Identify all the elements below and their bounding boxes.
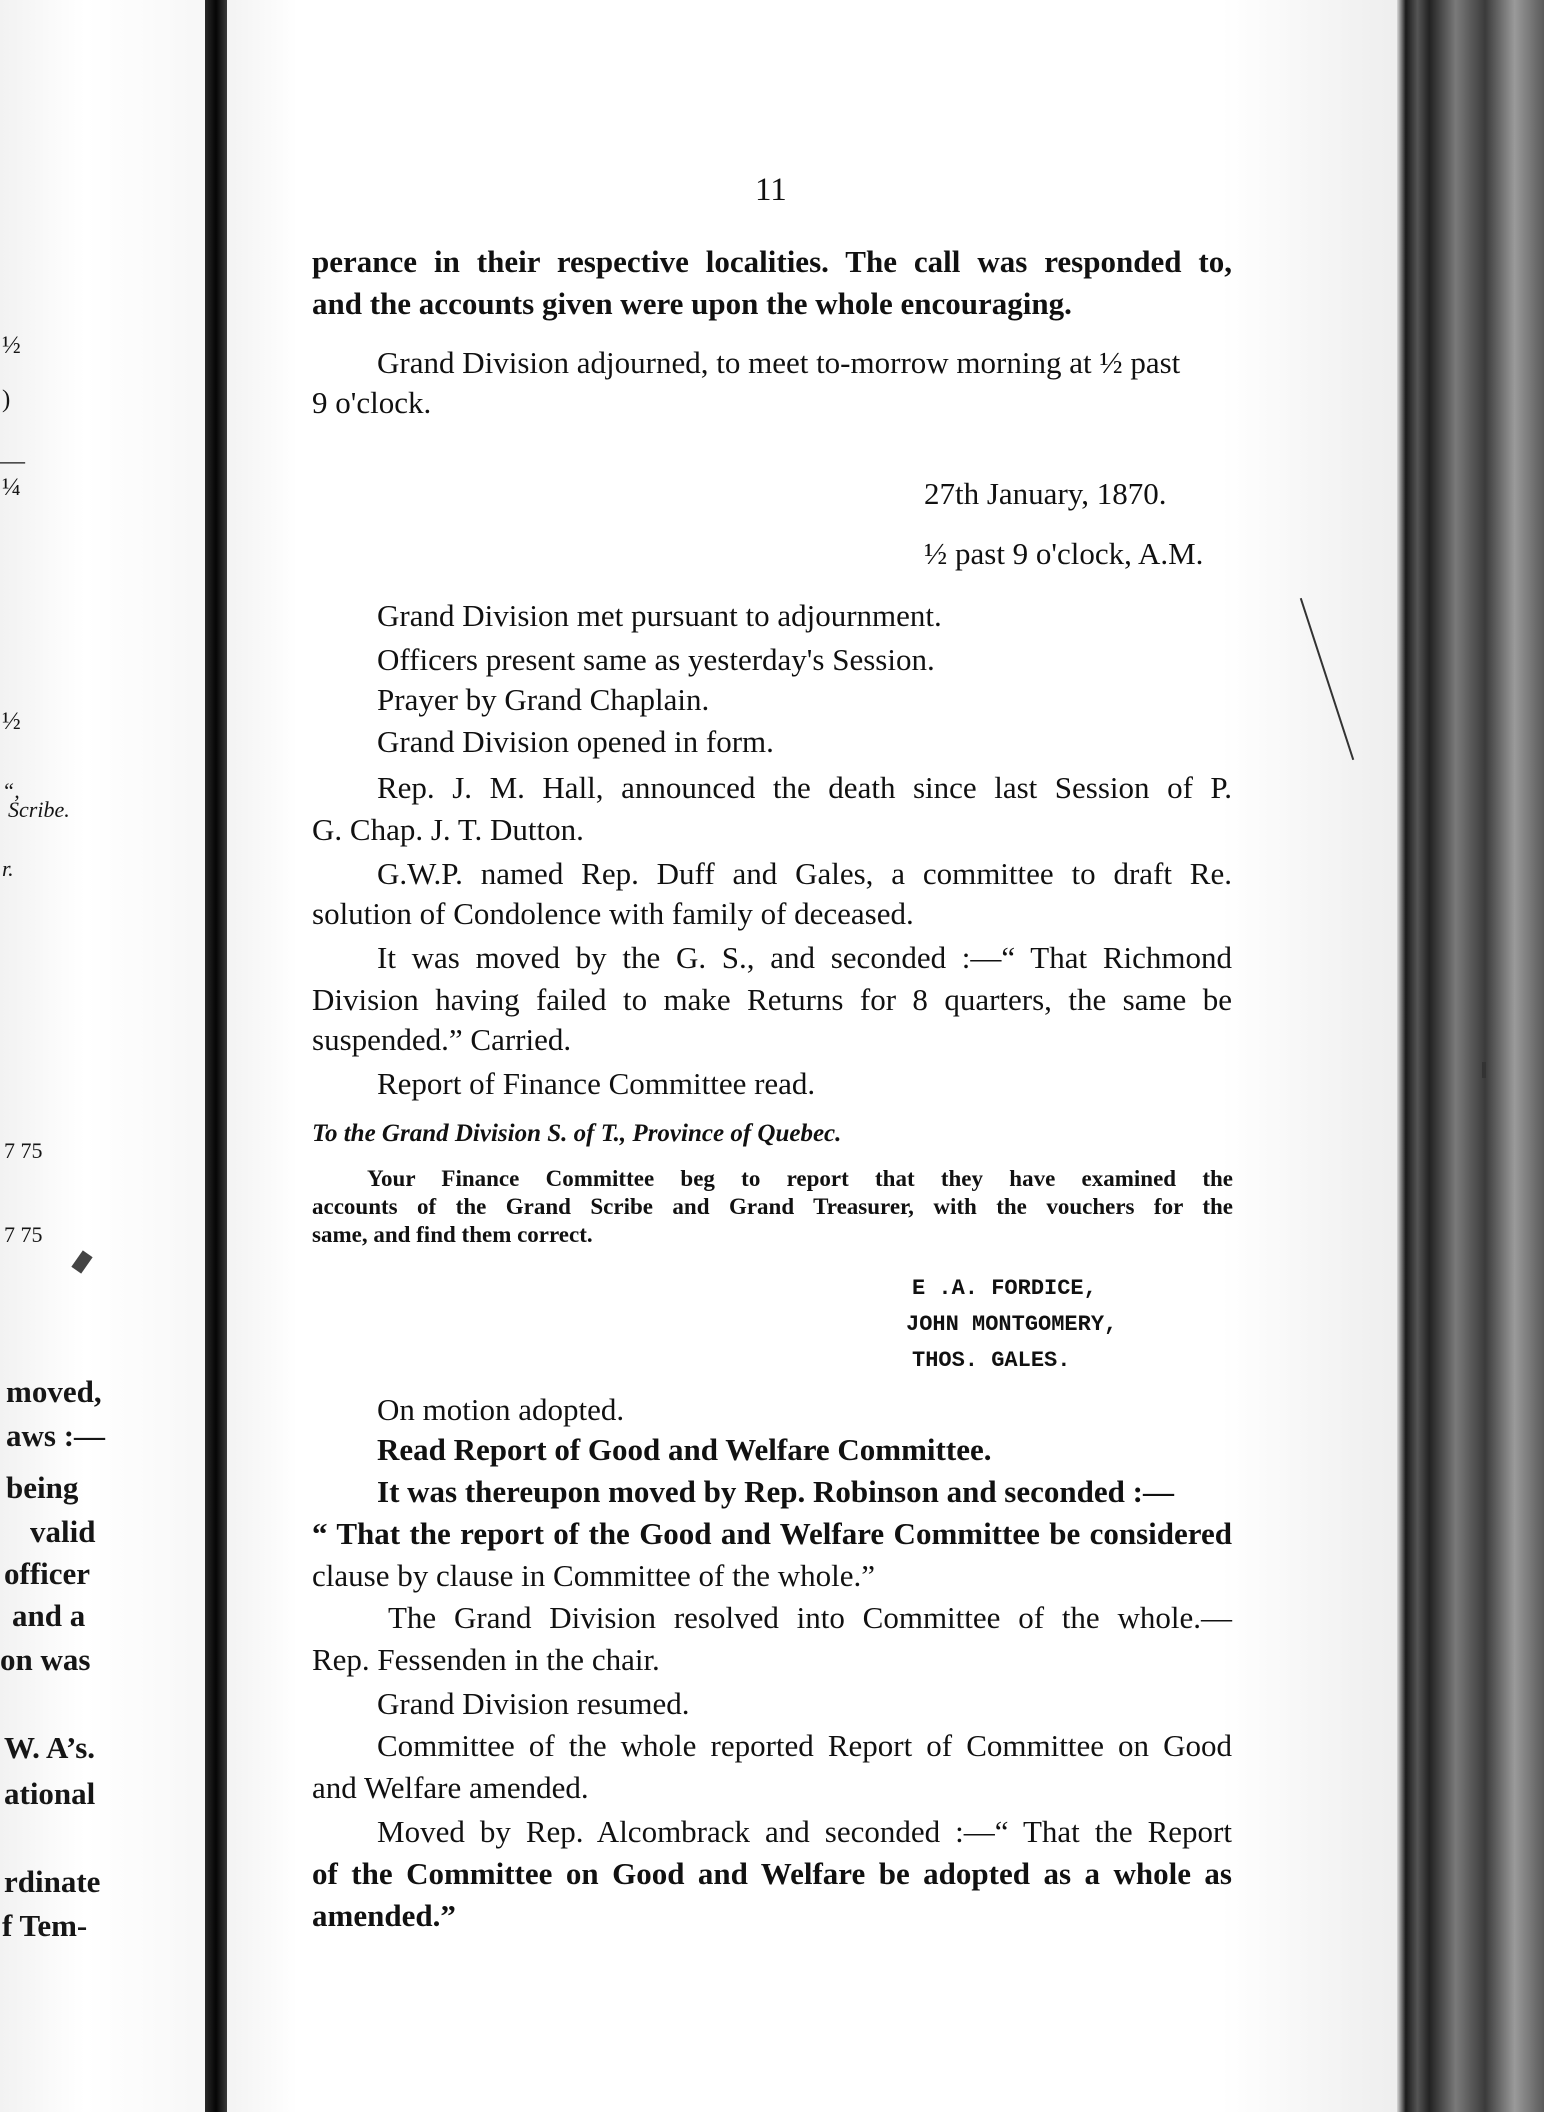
text-line: Grand Division adjourned, to meet to-morrow morning at ½ past [377,345,1181,380]
text-line: clause by clause in Committee of the whole.” [312,1558,875,1593]
text-line: It was thereupon moved by Rep. Robinson and seconded :— [377,1474,1174,1509]
letter-address: To the Grand Division S. of T., Province of Quebec. [312,1120,842,1147]
left-fragment: moved, [6,1374,102,1409]
signature-line: JOHN MONTGOMERY, [906,1312,1118,1337]
left-page-edge [0,0,212,2112]
text-line: and the accounts given were upon the whole encouraging. [312,286,1072,321]
text-line: Rep. J. M. Hall, announced the death since last Session of P. [377,770,1232,805]
text-line: Read Report of Good and Welfare Committee. [377,1432,992,1467]
text-line: solution of Condolence with family of deceased. [312,896,914,931]
signature-line: THOS. GALES. [912,1348,1071,1373]
text-line: G.W.P. named Rep. Duff and Gales, a committee to draft Re. [377,856,1232,891]
text-line: and Welfare amended. [312,1770,589,1805]
text-line: Committee of the whole reported Report of Committee on Good [377,1728,1232,1763]
left-fragment: r. [2,856,14,881]
text-line: Division having failed to make Returns for 8 quarters, the same be [312,982,1232,1017]
left-fragment: f Tem- [2,1908,88,1943]
text-line: The Grand Division resolved into Committee of the whole.— [388,1600,1232,1635]
left-fragment: and a [12,1598,86,1633]
text-line: of the Committee on Good and Welfare be adopted as a whole as [312,1856,1232,1891]
report-line: same, and find them correct. [312,1222,593,1247]
text-line: G. Chap. J. T. Dutton. [312,812,584,847]
book-gutter [205,0,227,2112]
page-number: 11 [755,172,787,208]
left-fragment: ½ [2,332,21,359]
left-fragment: on was [0,1642,91,1677]
text-line: Rep. Fessenden in the chair. [312,1642,660,1677]
text-line: amended.” [312,1898,456,1933]
text-line: Moved by Rep. Alcombrack and seconded :—“ That the Report [377,1814,1232,1849]
date-heading: 27th January, 1870. [924,476,1167,511]
text-line: Report of Finance Committee read. [377,1066,816,1101]
text-line: suspended.” Carried. [312,1022,572,1057]
left-fragment: ½ [2,708,21,735]
left-fragment: ational [4,1776,96,1811]
text-line: perance in their respective localities. The call was responded to, [312,244,1232,279]
scan-mark [1482,1062,1486,1078]
text-line: Prayer by Grand Chaplain. [377,682,710,717]
left-fragment: being [6,1470,79,1505]
left-fragment: Scribe. [8,797,70,822]
left-fragment: aws :— [6,1418,106,1453]
text-line: Grand Division met pursuant to adjournment. [377,598,942,633]
time-heading: ½ past 9 o'clock, A.M. [924,536,1204,571]
text-line: On motion adopted. [377,1392,625,1427]
text-line: Grand Division resumed. [377,1686,690,1721]
left-fragment: W. A’s. [4,1730,96,1765]
left-fragment: ¼ [2,474,21,501]
text-line: 9 o'clock. [312,385,432,420]
left-fragment: 7 75 [4,1222,43,1247]
signature-line: E .A. FORDICE, [912,1276,1097,1301]
left-fragment: ) [2,386,11,413]
report-line: accounts of the Grand Scribe and Grand Treasurer, with the vouchers for the [312,1194,1233,1219]
left-fragment: rdinate [4,1864,101,1899]
report-line: Your Finance Committee beg to report that they have examined the [367,1166,1233,1191]
book-edge [1397,0,1544,2112]
text-line: “ That the report of the Good and Welfare Committee be considered [312,1516,1232,1551]
text-line: Officers present same as yesterday's Session. [377,642,935,677]
left-fragment: “, [2,778,20,803]
left-fragment: officer [4,1556,91,1591]
text-line: It was moved by the G. S., and seconded :—“ That Richmond [377,940,1232,975]
left-fragment: — [0,448,25,475]
text-line: Grand Division opened in form. [377,724,774,759]
left-fragment: 7 75 [4,1138,43,1163]
left-fragment: valid [30,1514,96,1549]
